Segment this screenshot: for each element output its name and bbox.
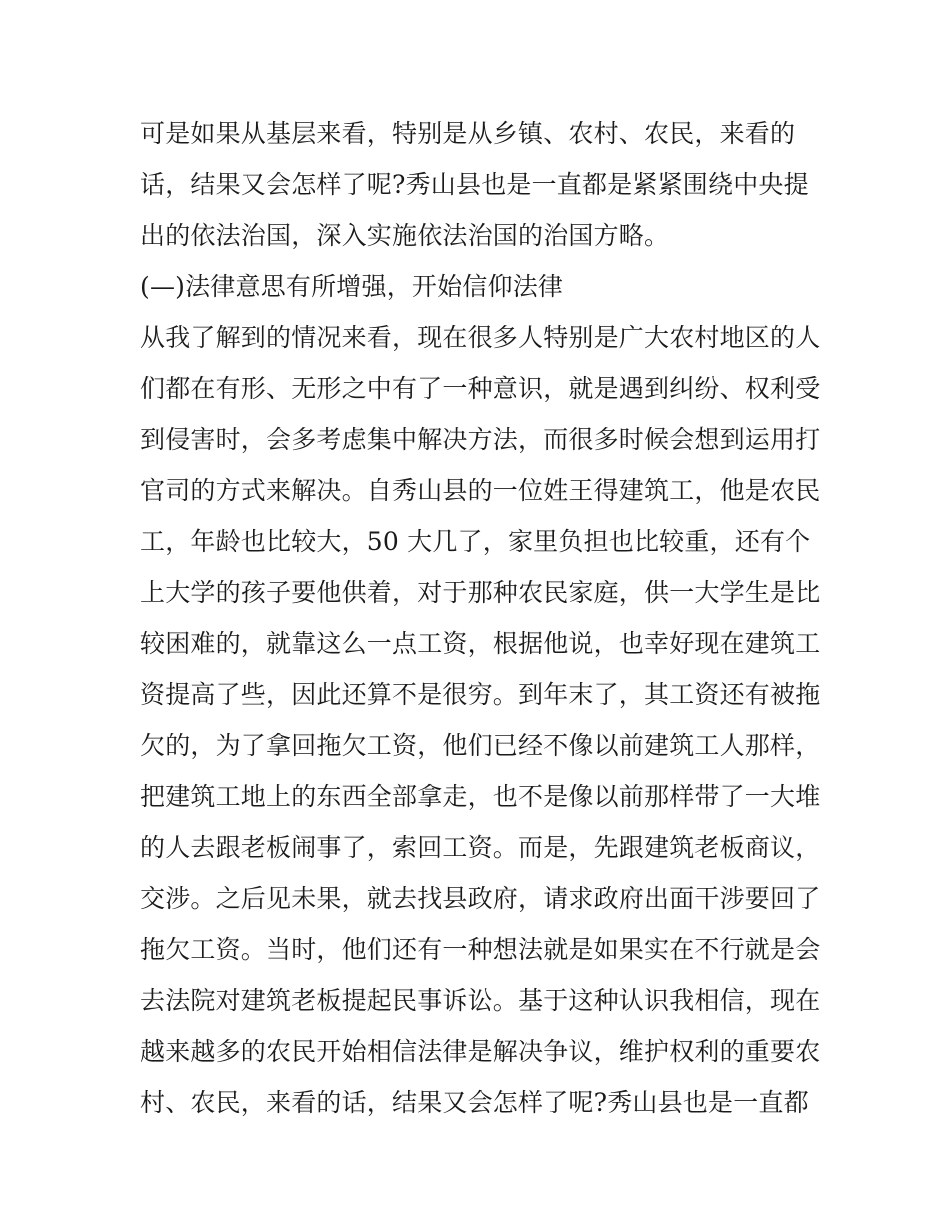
text-line: 出的依法治国，深入实施依法治国的治国方略。 bbox=[140, 221, 670, 250]
text-line: 上大学的孩子要他供着，对于那种农民家庭，供一大学生是比 bbox=[140, 578, 821, 607]
text-line: 官司的方式来解决。自秀山县的一位姓王得建筑工，他是农民 bbox=[140, 476, 821, 505]
text-line: 工，年龄也比较大，50 大几了，家里负担也比较重，还有个 bbox=[140, 527, 811, 556]
text-line: 到侵害时，会多考虑集中解决方法，而很多时候会想到运用打 bbox=[140, 425, 821, 454]
text-line: 话，结果又会怎样了呢?秀山县也是一直都是紧紧围绕中央提 bbox=[140, 170, 809, 199]
text-line: 可是如果从基层来看，特别是从乡镇、农村、农民，来看的 bbox=[140, 119, 796, 148]
text-line: 较困难的，就靠这么一点工资，根据他说，也幸好现在建筑工 bbox=[140, 629, 821, 658]
text-line: 拖欠工资。当时，他们还有一种想法就是如果实在不行就是会 bbox=[140, 935, 821, 964]
text-line: 的人去跟老板闹事了，索回工资。而是，先跟建筑老板商议， bbox=[140, 833, 821, 862]
text-line: 欠的，为了拿回拖欠工资，他们已经不像以前建筑工人那样， bbox=[140, 731, 821, 760]
section-heading: (—)法律意思有所增强，开始信仰法律 bbox=[140, 272, 564, 301]
text-line: 资提高了些，因此还算不是很穷。到年末了，其工资还有被拖 bbox=[140, 680, 821, 709]
text-line: 去法院对建筑老板提起民事诉讼。基于这种认识我相信，现在 bbox=[140, 986, 821, 1015]
text-line: 从我了解到的情况来看，现在很多人特别是广大农村地区的人 bbox=[140, 323, 821, 352]
text-line: 越来越多的农民开始相信法律是解决争议，维护权利的重要农 bbox=[140, 1037, 821, 1066]
text-line: 把建筑工地上的东西全部拿走，也不是像以前那样带了一大堆 bbox=[140, 782, 821, 811]
document-body bbox=[140, 108, 820, 1128]
text-line: 交涉。之后见未果，就去找县政府，请求政府出面干涉要回了 bbox=[140, 884, 821, 913]
text-line: 村、农民，来看的话，结果又会怎样了呢?秀山县也是一直都 bbox=[140, 1088, 809, 1117]
text-line: 们都在有形、无形之中有了一种意识，就是遇到纠纷、权利受 bbox=[140, 374, 821, 403]
